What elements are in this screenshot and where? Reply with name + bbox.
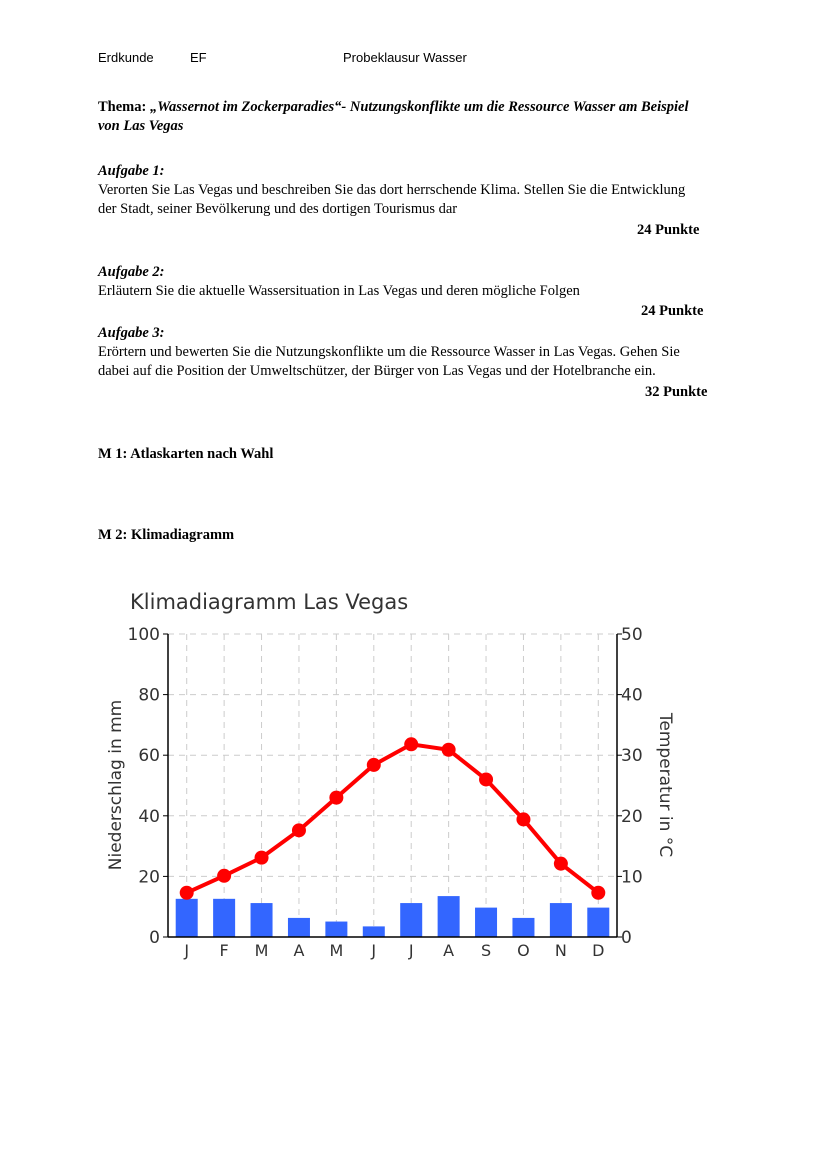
x-tick-label: D — [592, 941, 605, 960]
x-tick-label: J — [184, 941, 190, 960]
x-tick-label: M — [254, 941, 269, 960]
theme-line2: von Las Vegas — [98, 118, 184, 134]
precip-bar — [251, 903, 273, 937]
header-subject: Erdkunde — [98, 50, 154, 65]
y2-tick-label: 20 — [621, 806, 643, 827]
header-course: EF — [190, 50, 207, 65]
precip-bar — [213, 899, 235, 937]
x-tick-label: N — [554, 941, 567, 960]
theme-rest: - Nutzungskonflikte um die Ressource Wasser am Beispiel — [341, 99, 689, 115]
theme-label: Thema: — [98, 99, 147, 115]
task-text: Erörtern und bewerten Sie die Nutzungskonflikte um die Ressource Wasser in Las Vegas. Gehen Sie — [98, 344, 680, 360]
precip-bar — [587, 908, 609, 937]
temperature-point — [255, 851, 269, 865]
precip-bar — [325, 922, 347, 937]
chart-title: Klimadiagramm Las Vegas — [130, 590, 409, 614]
x-tick-label: A — [443, 941, 455, 960]
temperature-point — [442, 743, 456, 757]
y-axis-label: Niederschlag in mm — [106, 699, 126, 871]
y-tick-label: 0 — [149, 928, 160, 948]
y-tick-label: 60 — [138, 746, 160, 767]
y-tick-label: 20 — [138, 867, 160, 888]
y2-tick-label: 50 — [621, 625, 643, 645]
task-title: Aufgabe 1: — [98, 163, 165, 179]
temperature-point — [329, 791, 343, 805]
temperature-point — [217, 869, 231, 883]
y-tick-label: 40 — [138, 806, 160, 827]
header-title: Probeklausur Wasser — [343, 50, 467, 65]
task-points: 32 Punkte — [645, 384, 708, 400]
precip-bar — [475, 908, 497, 937]
precip-bar — [438, 896, 460, 937]
x-tick-label: F — [219, 941, 229, 960]
y-tick-label: 80 — [138, 685, 160, 706]
y2-tick-label: 30 — [621, 746, 643, 767]
temperature-point — [554, 857, 568, 871]
x-tick-label: A — [293, 941, 305, 960]
material-m2: M 2: Klimadiagramm — [98, 527, 235, 543]
precip-bar — [363, 926, 385, 937]
y2-tick-label: 0 — [621, 928, 632, 948]
task-points: 24 Punkte — [641, 303, 704, 319]
task-text: Erläutern Sie die aktuelle Wassersituation in Las Vegas und deren mögliche Folgen — [98, 283, 580, 299]
x-tick-label: M — [329, 941, 344, 960]
task-text: Verorten Sie Las Vegas und beschreiben Sie das dort herrschende Klima. Stellen Sie die Entwicklung — [98, 182, 686, 198]
task-text: dabei auf die Position der Umweltschützer, der Bürger von Las Vegas und der Hotelbranche ein. — [98, 363, 656, 379]
task-text: der Stadt, seiner Bevölkerung und des dortigen Tourismus dar — [98, 201, 458, 217]
temperature-point — [516, 812, 530, 826]
material-m1: M 1: Atlaskarten nach Wahl — [98, 446, 274, 462]
precip-bar — [176, 899, 198, 937]
y-tick-label: 100 — [127, 625, 160, 645]
task-title: Aufgabe 2: — [98, 264, 165, 280]
y2-axis-label: Temperatur in °C — [655, 712, 675, 858]
temperature-point — [404, 737, 418, 751]
theme-quote: „Wassernot im Zockerparadies“ — [149, 99, 342, 115]
precip-bar — [400, 903, 422, 937]
x-tick-label: S — [480, 941, 492, 960]
temperature-point — [591, 886, 605, 900]
temperature-point — [479, 772, 493, 786]
x-tick-label: O — [517, 941, 530, 960]
temperature-point — [180, 886, 194, 900]
temperature-point — [292, 823, 306, 837]
x-tick-label: J — [408, 941, 414, 960]
x-tick-label: J — [371, 941, 377, 960]
y2-tick-label: 10 — [621, 867, 643, 888]
temperature-point — [367, 758, 381, 772]
task-points: 24 Punkte — [637, 222, 700, 238]
precip-bar — [550, 903, 572, 937]
precip-bar — [288, 918, 310, 937]
temperature-line — [187, 744, 599, 892]
precip-bar — [512, 918, 534, 937]
task-title: Aufgabe 3: — [98, 325, 165, 341]
y2-tick-label: 40 — [621, 685, 643, 706]
